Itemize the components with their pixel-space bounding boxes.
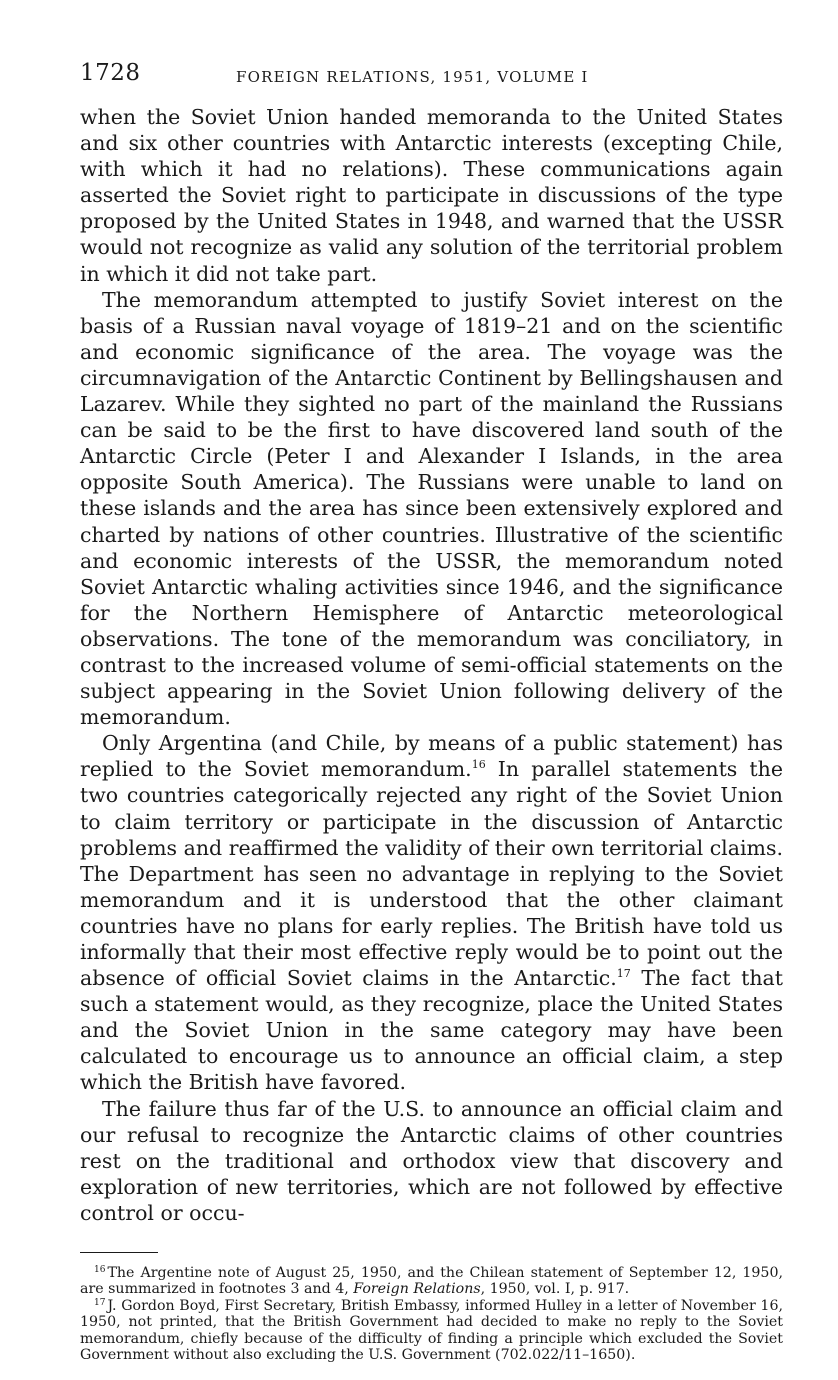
paragraph-4: The failure thus far of the U.S. to announce an official claim and our refusal to recognize the Antarctic claims of other countries rest on the traditional and orthodox view that discovery and exploration of new territories, which are not followed by effective control or occu- — [80, 1096, 783, 1225]
footnote-ref-17: 17 — [616, 967, 631, 981]
footnote-16-mark: 16 — [94, 1265, 106, 1276]
footnote-divider — [80, 1252, 158, 1253]
footnote-16-text-b: , 1950, vol. I, p. 917. — [480, 1281, 630, 1298]
paragraph-1: when the Soviet Union handed memoranda to the United States and six other countries with Antarctic interests (excepting Chile, with which it had no relations). These communications again asserted the Soviet right to participate in discussions of the type proposed by the United States in 1948, and warned that the USSR would not recognize as valid any solution of the territorial problem in which it did not take part. — [80, 105, 783, 286]
footnote-17-text: J. Gordon Boyd, First Secretary, British Embassy, informed Hulley in a letter of November 16, 1950, not printed, that the British Government had decided to make no reply to the Soviet memorandum, chiefly because of the difficulty of finding a principle which excluded the Soviet Government without also excluding the U.S. Government (702.022/11–1650). — [80, 1297, 783, 1364]
footnote-ref-16: 16 — [471, 758, 486, 772]
footnote-16-text-a: The Argentine note of August 25, 1950, and the Chilean statement of September 12, 1950, are summarized in footnotes 3 and 4, — [80, 1265, 783, 1298]
paragraph-3-text-b: In parallel statements the two countries categorically rejected any right of the Soviet Union to claim territory or participate in the discussion of Antarctic problems and reaffirmed the validity of their own territorial claims. The Department has seen no advantage in replying to the Soviet memorandum and it is understood that the other claimant countries have no plans for early replies. The British have told us informally that their most effective reply would be to point out the absence of official Soviet claims in the Antarctic. — [80, 757, 783, 991]
running-head — [80, 58, 783, 98]
footnote-16 — [80, 1265, 783, 1298]
paragraph-2: The memorandum attempted to justify Soviet interest on the basis of a Russian naval voyage of 1819–21 and on the scientific and economic significance of the area. The voyage was the circumnavigation of the Antarctic Continent by Bellingshausen and Lazarev. While they sighted no part of the mainland the Russians can be said to be the first to have discovered land south of the Antarctic Circle (Peter I and Alexander I Islands, in the area opposite South America). The Russians were unable to land on these islands and the area has since been extensively explored and charted by nations of other countries. Illustrative of the scientific and economic interests of the USSR, the memorandum noted Soviet Antarctic whaling activities since 1946, and the significance for the Northern Hemisphere of Antarctic meteorological observations. The tone of the memorandum was conciliatory, in contrast to the increased volume of semi-official statements on the subject appearing in the Soviet Union following delivery of the memorandum. — [80, 287, 783, 730]
body-text — [80, 104, 783, 1226]
running-title: FOREIGN RELATIONS, 1951, VOLUME I — [236, 68, 589, 86]
page-number: 1728 — [80, 60, 141, 86]
paragraph-3 — [80, 730, 783, 1095]
footnotes — [80, 1265, 783, 1363]
footnote-17 — [80, 1298, 783, 1364]
document-page — [80, 58, 783, 1363]
footnote-17-mark: 17 — [94, 1297, 106, 1308]
footnote-16-italic: Foreign Relations — [353, 1281, 481, 1298]
paragraph-3-text-a: Only Argentina (and Chile, by means of a public statement) has replied to the Soviet memorandum. — [80, 731, 783, 782]
paragraph-3-text-c: The fact that such a statement would, as they recognize, place the United States and the Soviet Union in the same category may have been calculated to encourage us to announce an official claim, a step which the British have favored. — [80, 966, 783, 1095]
